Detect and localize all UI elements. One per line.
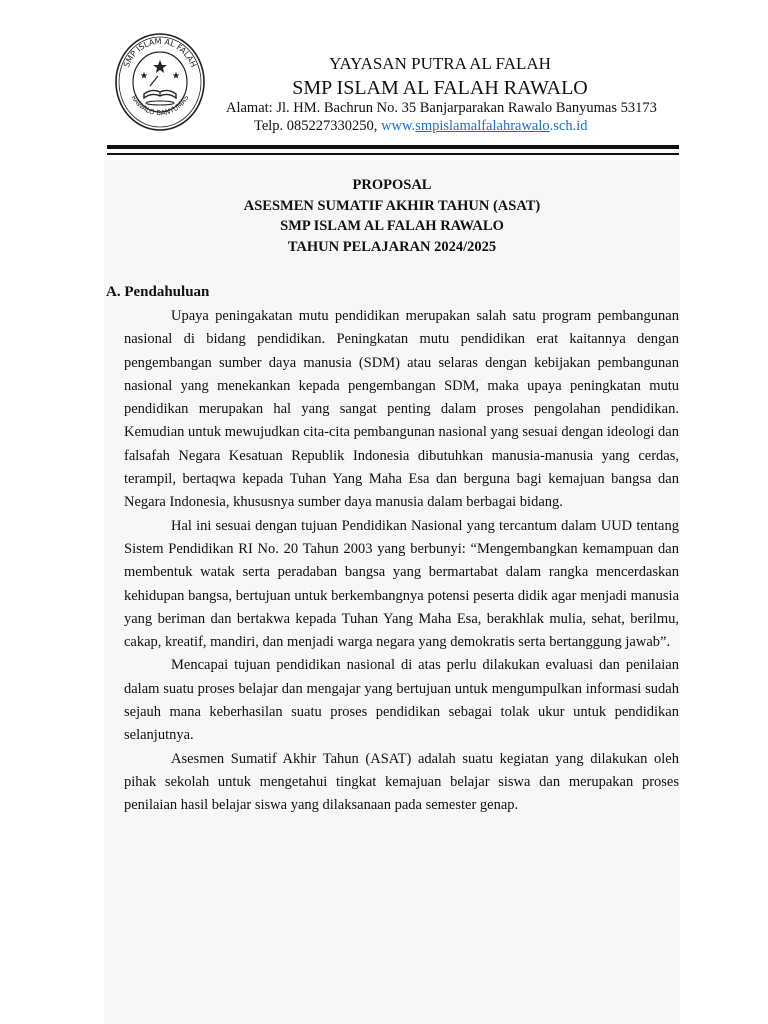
- logo-ring-text-bottom: RAWALO BANYUMAS: [129, 93, 191, 118]
- website-suffix: .sch.id: [549, 118, 588, 134]
- document-title: [104, 175, 680, 257]
- paragraph: Upaya peningakatan mutu pendidikan merupakan salah satu program pembangunan nasional di bidang pendidikan. Peningkatan mutu pendidikan erat kaitannya dengan pengembangan sumber daya manusia (SDM) atau selaras dengan kebijakan pembangunan nasional yang menekankan kepada pengembangan SDM, maka upaya peningkatan mutu pendidikan merupakan hal yang sangat penting dalam proses pengolahan pendidikan. Kemudian untuk mewujudkan cita-cita pembangunan nasional yang sesuai dengan ideologi dan falsafah Negara Kesatuan Republik Indonesia dibutuhkan manusia-manusia yang cerdas, terampil, bertaqwa kepada Tuhan Yang Maha Esa dan berguna bagi kemajuan bangsa dan Negara Indonesia, khususnya sumber daya manusia dalam berbagai bidang.: [124, 308, 679, 511]
- letterhead-rule-thick: [107, 145, 679, 149]
- section-heading: A. Pendahuluan: [106, 284, 210, 300]
- paragraph: Asesmen Sumatif Akhir Tahun (ASAT) adalah suatu kegiatan yang dilakukan oleh pihak sekolah untuk mengetahui tingkat kemajuan belajar siswa dan merupakan proses penilaian hasil belajar siswa yang dilaksanaan pada semester genap.: [124, 750, 679, 814]
- title-line-1: PROPOSAL: [352, 177, 432, 193]
- paragraph: Mencapai tujuan pendidikan nasional di atas perlu dilakukan evaluasi dan penilaian dalam suatu proses belajar dan mengajar yang bertujuan untuk mengumpulkan informasi sudah sejauh mana keberhasilan suatu proses pendidikan sebagai tolak ukur untuk pendidikan selanjutnya.: [124, 657, 679, 744]
- school-address: Alamat: Jl. HM. Bachrun No. 35 Banjarparakan Rawalo Banyumas 53173: [226, 100, 657, 116]
- foundation-name: YAYASAN PUTRA AL FALAH: [329, 54, 551, 73]
- school-logo: [114, 32, 206, 132]
- logo-ring-text-top: SMP ISLAM AL FALAH: [121, 36, 199, 69]
- school-name: SMP ISLAM AL FALAH RAWALO: [292, 77, 588, 99]
- website-prefix: www.: [381, 118, 416, 134]
- website-domain: smpislamalfalahrawalo: [415, 118, 550, 134]
- title-line-3: SMP ISLAM AL FALAH RAWALO: [280, 218, 504, 234]
- website-link[interactable]: [381, 118, 587, 134]
- paragraph: Hal ini sesuai dengan tujuan Pendidikan Nasional yang tercantum dalam UUD tentang Sistem Pendidikan RI No. 20 Tahun 2003 yang berbunyi: “Mengembangkan kemampuan dan membentuk watak serta peradaban bangsa yang bermartabat dalam rangka mencerdaskan kehidupan bangsa, bertujuan untuk berkembangnya potensi peserta didik agar menjadi manusia yang beriman dan bertakwa kepada Tuhan Yang Maha Esa, berakhlak mulia, sehat, berilmu, cakap, kreatif, mandiri, dan menjadi warga negara yang demokratis serta bertanggung jawab”.: [124, 517, 679, 651]
- section-body: [124, 305, 679, 818]
- phone-number: Telp. 085227330250,: [254, 118, 382, 134]
- title-line-4: TAHUN PELAJARAN 2024/2025: [287, 238, 497, 255]
- contact-line: [254, 118, 588, 135]
- title-line-2: ASESMEN SUMATIF AKHIR TAHUN (ASAT): [243, 197, 541, 214]
- letterhead-rule-thin: [107, 153, 679, 155]
